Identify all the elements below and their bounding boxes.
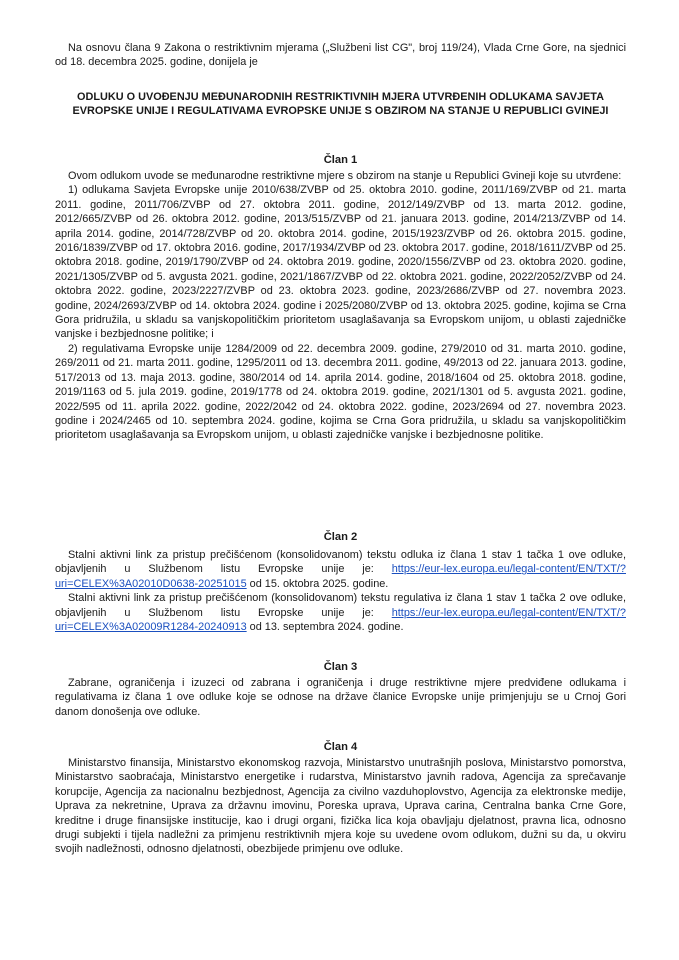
article-1-heading: Član 1 bbox=[323, 154, 358, 166]
regulations-consolidated-link[interactable]: https://eur-lex.europa.eu/legal-content/EN/TXT/?uri=CELEX%3A02009R1284-20240913 bbox=[55, 606, 626, 634]
article-2-p1-text: Stalni aktivni link za pristup prečišćenom (konsolidovanom) tekstu odluka iz člana 1 stav 1 tačka 1 ove odluke, objavljenih u Službenom listu Evropske unije je: bbox=[55, 549, 626, 576]
article-2-paragraph-2 bbox=[55, 591, 626, 634]
article-4-body bbox=[55, 756, 626, 857]
preamble-text: Na osnovu člana 9 Zakona o restriktivnim mjerama („Službeni list CG", broj 119/24), Vlada Crne Gore, na sjednici od 18. decembra 2025. godine, donijela je bbox=[55, 42, 626, 69]
article-4-paragraph: Ministarstvo finansija, Ministarstvo ekonomskog razvoja, Ministarstvo unutrašnjih poslova, Ministarstvo pomorstva, Ministarstvo saobraćaja, Ministarstvo energetike i rudarstva, Ministarstvo javnih radova, Agencija za sprečavanje korupcije, Agencija za nacionalnu bezbjednost, Agencija za civilno vazduhoplovstvo, Agencija za elektronske medije, Uprava za nekretnine, Uprava za državnu imovinu, Poreska uprava, Uprava carina, Centralna banka Crne Gore, kreditne i druge finansijske institucije, kao i drugi organi, fizička lica koja obavljaju djelatnost, pravna lica, odnosno drugi subjekti i tijela nadležni za primjenu restriktivnih mjera koje su uvedene ovom odlukom, dužni su da, u okviru svojih nadležnosti, odnosno djelatnosti, obezbijede primjenu ove odluke. bbox=[55, 757, 626, 856]
preamble bbox=[55, 41, 626, 70]
article-2-p2-tail: od 13. septembra 2024. godine. bbox=[249, 621, 404, 634]
article-1-body bbox=[55, 169, 626, 443]
article-4-heading: Član 4 bbox=[323, 741, 358, 753]
article-1-paragraph: Ovom odlukom uvode se međunarodne restriktivne mjere s obzirom na stanje u Republici Gvineji koje su utvrđene: bbox=[68, 170, 622, 182]
article-2-paragraph-1 bbox=[55, 548, 626, 591]
decision-title bbox=[55, 90, 626, 119]
article-2-p1-tail: od 15. oktobra 2025. godine. bbox=[249, 577, 389, 590]
article-2-body bbox=[55, 548, 626, 634]
article-3-body bbox=[55, 676, 626, 719]
article-3-paragraph: Zabrane, ograničenja i izuzeci od zabrana i ograničenja i druge restriktivne mjere predviđene odlukama i regulativama iz člana 1 ove odluke koje se odnose na države članice Evropske unije primjenjuju se u Crnoj Gori danom donošenja ove odluke. bbox=[55, 677, 626, 718]
article-1-item-1: 1) odlukama Savjeta Evropske unije 2010/638/ZVBP od 25. oktobra 2010. godine, 2011/169/ZVBP od 21. marta 2011. godine, 2011/706/ZVBP od 27. oktobra 2011. godine, 2012/149/ZVBP od 13. marta 2012. godine, 2012/665/ZVBP od 26. oktobra 2012. godine, 2013/515/ZVBP od 21. januara 2013. godine, 2014/213/ZVBP od 14. aprila 2014. godine, 2014/728/ZVBP od 20. oktobra 2014. godine, 2015/1923/ZVBP od 26. oktobra 2015. godine, 2016/1839/ZVBP od 17. oktobra 2016. godine, 2017/1934/ZVBP od 23. oktobra 2017. godine, 2018/1611/ZVBP od 25. oktobra 2018. godine, 2019/1790/ZVBP od 24. oktobra 2019. godine, 2020/1556/ZVBP od 23. oktobra 2020. godine, 2021/1305/ZVBP od 5. avgusta 2021. godine, 2021/1867/ZVBP od 22. oktobra 2021. godine, 2022/2052/ZVBP od 24. oktobra 2022. godine, 2023/2227/ZVBP od 23. oktobra 2023. godine, 2023/2686/ZVBP od 27. novembra 2023. godine, 2024/2693/ZVBP od 14. oktobra 2024. godine i 2025/2080/ZVBP od 13. oktobra 2025. godine, kojima se Crna Gora pridružila, u skladu sa vanjskopolitičkim prioritetom usaglašavanja sa Evropskom unijom, u oblasti zajedničke vanjske i bezbjednosne politike; i bbox=[55, 184, 626, 341]
article-1-item-2: 2) regulativama Evropske unije 1284/2009 od 22. decembra 2009. godine, 279/2010 od 31. marta 2010. godine, 269/2011 od 21. marta 2011. godine, 1295/2011 od 13. decembra 2011. godine, 49/2013 od 22. januara 2013. godine, 517/2013 od 13. maja 2013. godine, 380/2014 od 14. aprila 2014. godine, 2018/1604 od 25. oktobra 2018. godine, 2019/1163 od 5. jula 2019. godine, 2019/1778 od 24. oktobra 2019. godine, 2021/1301 od 5. avgusta 2021. godine, 2022/595 od 11. aprila 2022. godine, 2022/2042 od 24. oktobra 2022. godine, 2023/2694 od 27. novembra 2023. godine i 2024/2465 od 10. septembra 2024. godine, kojima se Crna Gora pridružila, u skladu sa vanjskopolitičkim prioritetom usaglašavanja sa Evropskom unijom, u oblasti zajedničke vanjske i bezbjednosne politike. bbox=[55, 342, 626, 442]
decisions-consolidated-link[interactable]: https://eur-lex.europa.eu/legal-content/EN/TXT/?uri=CELEX%3A02010D0638-20251015 bbox=[55, 563, 626, 590]
article-2-p2-text: Stalni aktivni link za pristup prečišćenom (konsolidovanom) tekstu regulativa iz člana 1 stav 1 tačka 2 ove odluke, objavljenih u Službenom listu Evropske unije je: bbox=[55, 592, 626, 619]
decision-title-text: ODLUKU O UVOĐENJU MEĐUNARODNIH RESTRIKTIVNIH MJERA UTVRĐENIH ODLUKAMA SAVJETA EVROPSKE UNIJE I REGULATIVAMA EVROPSKE UNIJE S OBZIROM NA STANJE U REPUBLICI GVINEJI bbox=[72, 91, 609, 118]
article-2-heading: Član 2 bbox=[323, 531, 358, 543]
article-3-heading: Član 3 bbox=[323, 661, 358, 673]
